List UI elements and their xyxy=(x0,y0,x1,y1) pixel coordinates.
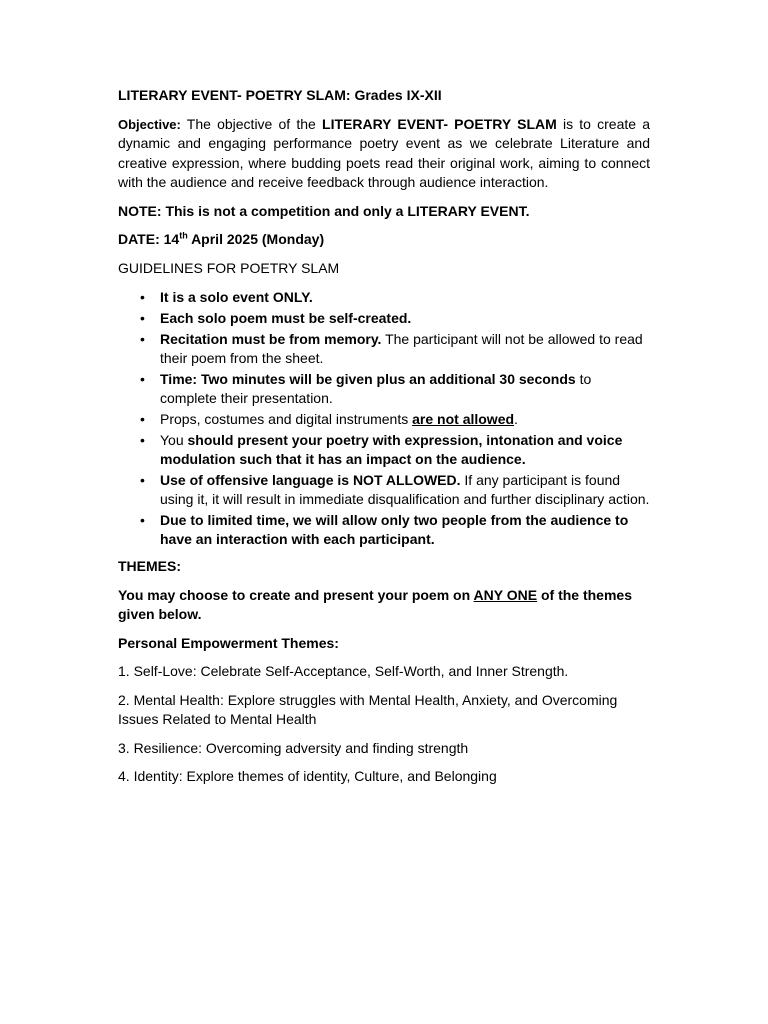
rule-4-rest: to complete their presentation. xyxy=(160,371,592,406)
date-line xyxy=(118,230,650,250)
themes-intro xyxy=(118,586,650,625)
theme-item-1: 1. Self-Love: Celebrate Self-Acceptance, Self-Worth, and Inner Strength. xyxy=(118,663,569,679)
rule-6-bold: should present your poetry with expression, intonation and voice modulation such that it has an impact on the audience. xyxy=(160,432,623,467)
rule-7-bold: Use of offensive language is NOT ALLOWED. xyxy=(160,472,461,488)
themes-intro-emphasis: ANY ONE xyxy=(473,586,538,603)
bullet-icon: • xyxy=(140,512,145,528)
bullet-icon: • xyxy=(140,472,145,488)
objective-paragraph xyxy=(118,115,650,193)
rule-3-bold: Recitation must be from memory. xyxy=(160,331,382,347)
bullet-icon: • xyxy=(140,289,145,305)
personal-themes-heading: Personal Empowerment Themes: xyxy=(118,634,339,651)
rule-3-rest: The participant will not be allowed to read their poem from the sheet. xyxy=(160,331,643,366)
date-suffix: th xyxy=(179,230,188,241)
bullet-icon: • xyxy=(140,371,145,387)
rule-1: It is a solo event ONLY. xyxy=(160,289,313,305)
bullet-icon: • xyxy=(140,310,145,326)
list-item xyxy=(118,309,650,328)
bullet-icon: • xyxy=(140,432,145,448)
theme-item-4: 4. Identity: Explore themes of identity, Culture, and Belonging xyxy=(118,768,497,784)
theme-item-2: 2. Mental Health: Explore struggles with Mental Health, Anxiety, and Overcoming Issues Related to Mental Health xyxy=(118,691,618,727)
list-item xyxy=(118,471,650,509)
rule-5-end: . xyxy=(514,411,518,427)
rule-5-text: Props, costumes and digital instruments xyxy=(160,411,413,427)
date-rest: April 2025 (Monday) xyxy=(187,231,325,247)
note-line: NOTE: This is not a competition and only a LITERARY EVENT. xyxy=(118,202,530,219)
bullet-icon: • xyxy=(140,411,145,427)
objective-event-name: LITERARY EVENT- POETRY SLAM xyxy=(322,115,557,132)
list-item xyxy=(118,330,650,368)
list-item xyxy=(118,410,650,429)
rule-4-bold: Time: Two minutes will be given plus an additional 30 seconds xyxy=(160,371,576,387)
guidelines-list xyxy=(118,288,650,549)
document-title: LITERARY EVENT- POETRY SLAM: Grades IX-XII xyxy=(118,87,442,103)
document-page xyxy=(118,86,650,796)
rule-6-text: You xyxy=(160,432,188,448)
rule-8: Due to limited time, we will allow only two people from the audience to have an interaction with each participant. xyxy=(160,512,629,547)
list-item xyxy=(118,288,650,307)
objective-label: Objective: xyxy=(118,116,181,132)
rule-2: Each solo poem must be self-created. xyxy=(160,310,412,326)
rule-5-emphasis: are not allowed xyxy=(412,411,515,427)
objective-text-2: is to create a dynamic and engaging performance poetry event as we celebrate Literature and creative expression, where budding poets read their original work, aiming to connect with the audience and receive feedback through audience interaction. xyxy=(118,115,650,190)
rule-7-rest: If any participant is found using it, it will result in immediate disqualification and further disciplinary action. xyxy=(160,472,650,507)
bullet-icon: • xyxy=(140,331,145,347)
list-item xyxy=(118,370,650,408)
theme-item-3: 3. Resilience: Overcoming adversity and finding strength xyxy=(118,739,469,756)
themes-intro-text-1: You may choose to create and present your poem on xyxy=(118,586,474,603)
date-prefix: DATE: 14 xyxy=(118,231,180,247)
themes-heading: THEMES: xyxy=(118,558,181,574)
list-item xyxy=(118,511,650,549)
list-item xyxy=(118,431,650,469)
objective-text-1: The objective of the xyxy=(180,115,323,132)
guidelines-heading: GUIDELINES FOR POETRY SLAM xyxy=(118,259,340,276)
themes-intro-text-2: of the themes given below. xyxy=(118,586,632,622)
